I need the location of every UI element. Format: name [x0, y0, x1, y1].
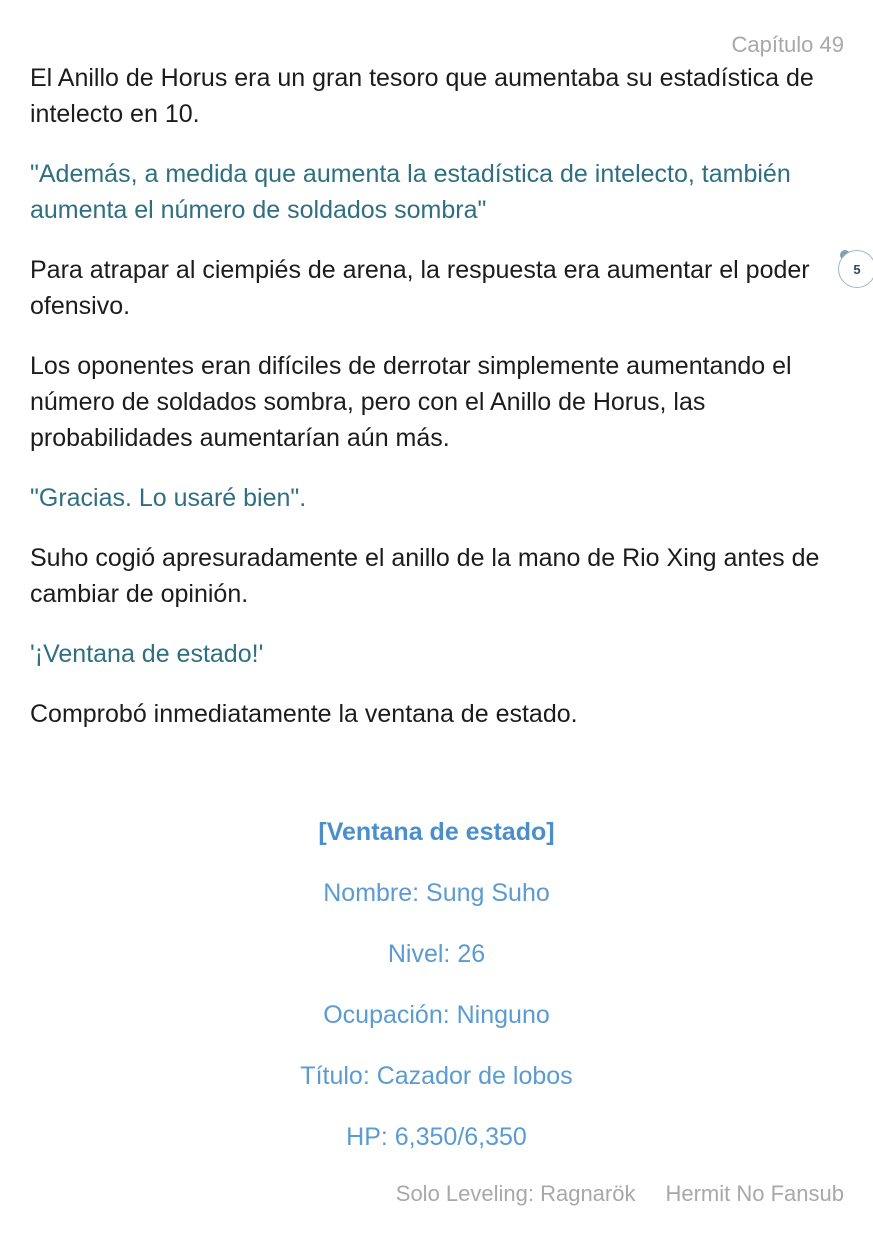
- status-window-title: [Ventana de estado]: [318, 818, 555, 846]
- paragraph-3: Para atrapar al ciempiés de arena, la respuesta era aumentar el poder ofensivo.: [30, 256, 810, 320]
- book-title: Solo Leveling: Ragnarök: [395, 1181, 636, 1206]
- status-hp: HP: 6,350/6,350: [346, 1123, 527, 1151]
- paragraph-7: '¡Ventana de estado!': [30, 640, 264, 668]
- status-window: [0, 814, 873, 1180]
- paragraph-8: Comprobó inmediatamente la ventana de estado.: [30, 700, 578, 728]
- comment-count: 5: [853, 261, 861, 277]
- paragraph-4: Los oponentes eran difíciles de derrotar simplemente aumentando el número de soldados sombra, pero con el Anillo de Horus, las probabilidades aumentarían aún más.: [30, 352, 792, 452]
- paragraph-1: El Anillo de Horus era un gran tesoro que aumentaba su estadística de intelecto en 10.: [30, 64, 814, 128]
- status-occupation: Ocupación: Ninguno: [323, 1001, 550, 1029]
- status-level: Nivel: 26: [387, 940, 486, 968]
- reader-content: [30, 60, 830, 732]
- translator-credit: Hermit No Fansub: [665, 1181, 844, 1206]
- chapter-label: Capítulo 49: [731, 32, 844, 57]
- status-name: Nombre: Sung Suho: [323, 879, 550, 907]
- paragraph-6: Suho cogió apresuradamente el anillo de la mano de Rio Xing antes de cambiar de opinión.: [30, 544, 820, 608]
- page-footer: [396, 1181, 844, 1207]
- comment-count-badge[interactable]: [838, 250, 873, 288]
- paragraph-2: "Además, a medida que aumenta la estadística de intelecto, también aumenta el número de soldados sombra": [30, 160, 791, 224]
- status-title: Título: Cazador de lobos: [300, 1062, 573, 1090]
- paragraph-5: "Gracias. Lo usaré bien".: [30, 484, 307, 512]
